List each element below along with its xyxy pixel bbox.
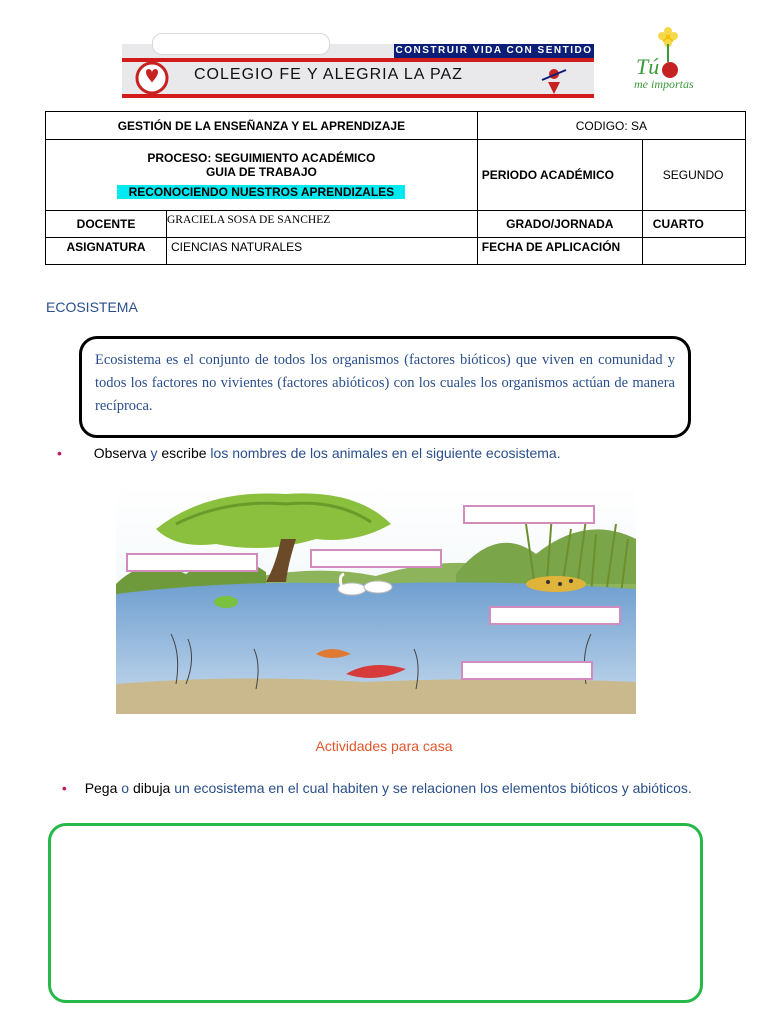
instruction-observe [57, 445, 561, 461]
instruction-rest: los nombres de los animales en el siguiente ecosistema. [210, 445, 561, 461]
slogan: CONSTRUIR VIDA CON SENTIDO [395, 45, 593, 56]
word-dibuja: dibuja [132, 780, 171, 796]
codigo-cell: CODIGO: SA [477, 112, 745, 140]
info-table [45, 111, 746, 265]
activities-title: Actividades para casa [315, 738, 453, 754]
guia-text: GUIA DE TRABAJO [205, 165, 317, 179]
grado-value: CUARTO [642, 211, 745, 238]
school-name: COLEGIO FE Y ALEGRIA LA PAZ [194, 66, 463, 83]
word-o: o [121, 780, 130, 796]
docente-label: DOCENTE [46, 211, 167, 238]
drawing-area[interactable] [48, 823, 703, 1003]
gestion-cell: GESTIÓN DE LA ENSEÑANZA Y EL APRENDIZAJE [46, 112, 478, 140]
word-pega: Pega [84, 780, 118, 796]
asignatura-value: CIENCIAS NATURALES [167, 238, 478, 265]
asignatura-label: ASIGNATURA [46, 238, 167, 265]
animal-name-box-2[interactable] [126, 553, 258, 572]
ecosystem-illustration [116, 484, 636, 714]
animal-name-box-4[interactable] [489, 606, 621, 625]
topic-highlight: RECONOCIENDO NUESTROS APRENDIZALES [117, 185, 405, 199]
instruction-rest: un ecosistema en el cual habiten y se relacionen los elementos bióticos y abióticos. [174, 780, 692, 796]
banner-tab [152, 33, 330, 55]
word-y: y [150, 445, 158, 461]
docente-value: GRACIELA SOSA DE SANCHEZ [167, 211, 478, 238]
grado-label: GRADO/JORNADA [477, 211, 642, 238]
school-logo-icon [126, 58, 182, 96]
periodo-label: PERIODO ACADÉMICO [477, 140, 642, 211]
instruction-draw [46, 780, 706, 797]
bullet: • [61, 780, 67, 796]
tu-me-importas-logo-icon [630, 26, 694, 96]
fecha-label: FECHA DE APLICACIÓN [477, 238, 642, 265]
definition-box [79, 336, 691, 438]
section-title: ECOSISTEMA [46, 299, 138, 315]
animal-name-box-3[interactable] [310, 549, 442, 568]
banner-stripe [122, 58, 594, 62]
ministry-logo-icon [534, 60, 574, 96]
svg-text:Tú: Tú [636, 54, 660, 79]
definition-text: Ecosistema es el conjunto de todos los organismos (factores bióticos) que viven en comunidad y todos los factores no vivientes (factores abióticos) con los cuales los organismos actúan de manera recíproca. [95, 352, 675, 414]
proceso-cell [46, 140, 478, 211]
animal-name-box-1[interactable] [463, 505, 595, 524]
proceso-text: PROCESO: SEGUIMIENTO ACADÉMICO [147, 151, 376, 165]
animal-name-box-5[interactable] [461, 661, 593, 680]
svg-text:me importas: me importas [634, 77, 694, 91]
word-escribe: escribe [161, 445, 207, 461]
bullet: • [57, 445, 62, 461]
banner-stripe-bottom [122, 94, 594, 98]
word-observa: Observa [93, 445, 147, 461]
fecha-value[interactable] [642, 238, 745, 265]
periodo-value: SEGUNDO [642, 140, 745, 211]
